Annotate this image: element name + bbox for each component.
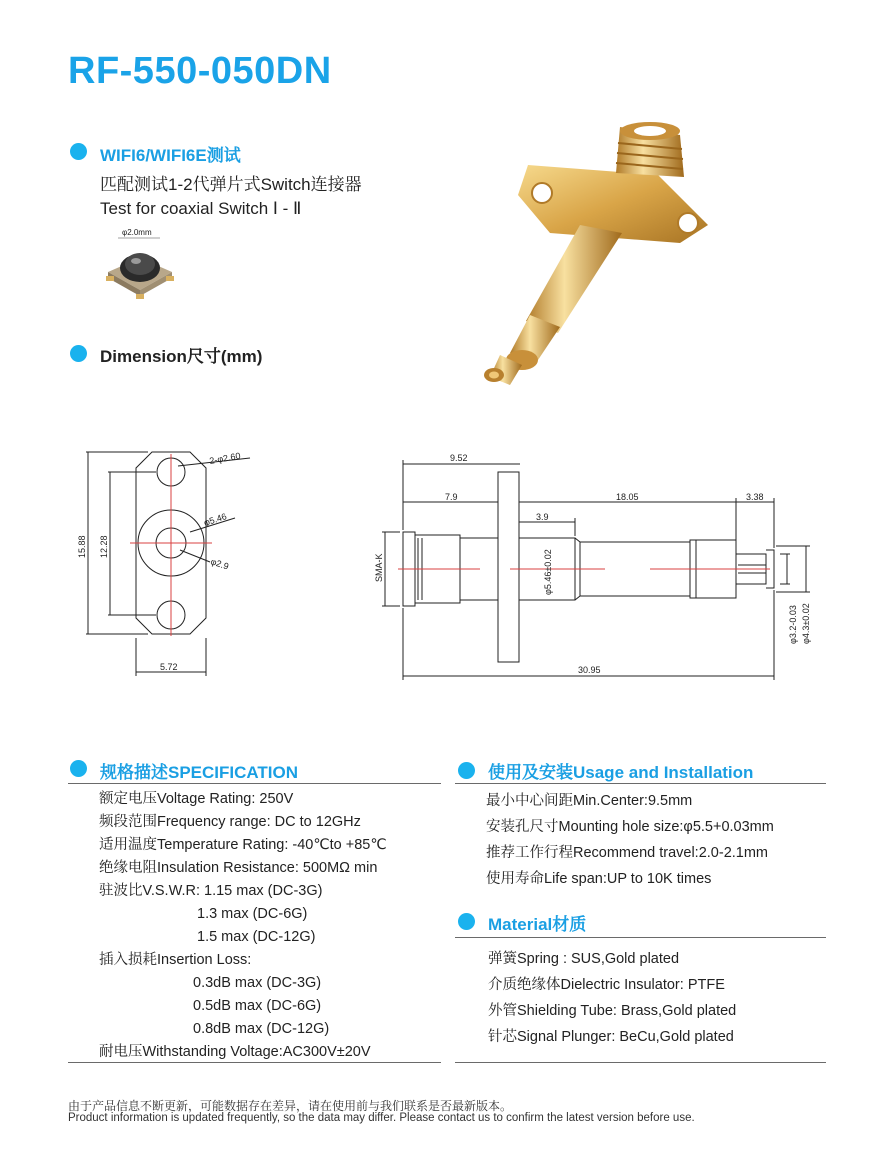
spec-line: 插入损耗Insertion Loss: (99, 952, 252, 968)
divider (455, 1062, 826, 1063)
usage-line: 最小中心间距Min.Center:9.5mm (486, 793, 693, 809)
usage-heading: 使用及安装Usage and Installation (488, 763, 754, 782)
dim-total: 30.95 (578, 665, 601, 675)
material-list (488, 946, 736, 1050)
page-title: RF-550-050DN (68, 50, 332, 92)
dim-left: 7.9 (445, 492, 458, 502)
material-line: 介质绝缘体Dielectric Insulator: PTFE (488, 977, 725, 993)
usage-line: 使用寿命Life span:UP to 10K times (486, 871, 712, 887)
dim-center: φ5.46 (202, 511, 228, 528)
dim-right: 3.38 (746, 492, 764, 502)
spec-line: 频段范围Frequency range: DC to 12GHz (99, 814, 361, 830)
wifi-line-en: Test for coaxial Switch Ⅰ - Ⅱ (100, 199, 302, 218)
divider (455, 783, 826, 784)
spec-line: 0.3dB max (DC-3G) (193, 975, 322, 991)
spec-line: 额定电压Voltage Rating: 250V (99, 791, 294, 807)
spec-line: 适用温度Temperature Rating: -40℃to +85℃ (99, 837, 387, 853)
divider (68, 783, 441, 784)
side-view-drawing (370, 450, 820, 685)
spec-line: 耐电压Withstanding Voltage:AC300V±20V (99, 1044, 371, 1060)
bullet-dot (70, 760, 87, 777)
label-sma: SMA-K (374, 553, 384, 582)
bullet-dot (458, 913, 475, 930)
dim-mid: 18.05 (616, 492, 639, 502)
front-view-drawing (70, 440, 270, 685)
spec-line: 1.5 max (DC-12G) (197, 929, 316, 945)
spec-line: 绝缘电阻Insulation Resistance: 500MΩ min (99, 860, 378, 876)
spec-heading: 规格描述SPECIFICATION (100, 763, 299, 782)
dim-holes: 2-φ2.60 (208, 450, 242, 466)
divider (68, 1062, 441, 1063)
spec-line: 0.8dB max (DC-12G) (193, 1021, 330, 1037)
material-line: 针芯Signal Plunger: BeCu,Gold plated (488, 1029, 734, 1045)
wifi-line-cn: 匹配测试1-2代弹片式Switch连接器 (100, 175, 362, 194)
bullet-dot (70, 143, 87, 160)
thumb-label: φ2.0mm (122, 228, 152, 237)
spec-line: 0.5dB max (DC-6G) (193, 998, 322, 1014)
material-heading: Material材质 (488, 915, 587, 934)
dim-total-top: 9.52 (450, 453, 468, 463)
spec-line: 1.3 max (DC-6G) (197, 906, 308, 922)
product-image (470, 115, 730, 400)
footer-cn: 由于产品信息不断更新，可能数据存在差异，请在使用前与我们联系是否最新版本。 (68, 1099, 513, 1113)
switch-connector-image (100, 224, 180, 304)
dim-body: φ5.46±0.02 (543, 549, 553, 595)
dim-tip2: φ4.3±0.02 (801, 603, 811, 644)
dim-width: 5.72 (160, 662, 178, 672)
dimension-heading: Dimension尺寸(mm) (100, 347, 263, 366)
bullet-dot (458, 762, 475, 779)
spec-line: 驻波比V.S.W.R: 1.15 max (DC-3G) (99, 883, 323, 899)
dim-height: 15.88 (77, 535, 87, 558)
bullet-dot (70, 345, 87, 362)
dim-inner: φ2.9 (209, 556, 230, 572)
usage-line: 安装孔尺寸Mounting hole size:φ5.5+0.03mm (486, 819, 774, 835)
material-line: 外管Shielding Tube: Brass,Gold plated (488, 1003, 737, 1019)
divider (455, 937, 826, 938)
dim-small: 3.9 (536, 512, 549, 522)
wifi-heading: WIFI6/WIFI6E测试 (100, 146, 241, 165)
footer-en: Product information is updated frequently, so the data may differ. Please contact us to confirm the latest version before use. (68, 1112, 695, 1124)
usage-list (486, 788, 774, 892)
material-line: 弹簧Spring : SUS,Gold plated (488, 951, 680, 967)
usage-line: 推荐工作行程Recommend travel:2.0-2.1mm (486, 845, 769, 861)
dim-pitch: 12.28 (99, 535, 109, 558)
dim-tip1: φ3.2-0.03 (788, 605, 798, 644)
spec-list (99, 788, 387, 1064)
